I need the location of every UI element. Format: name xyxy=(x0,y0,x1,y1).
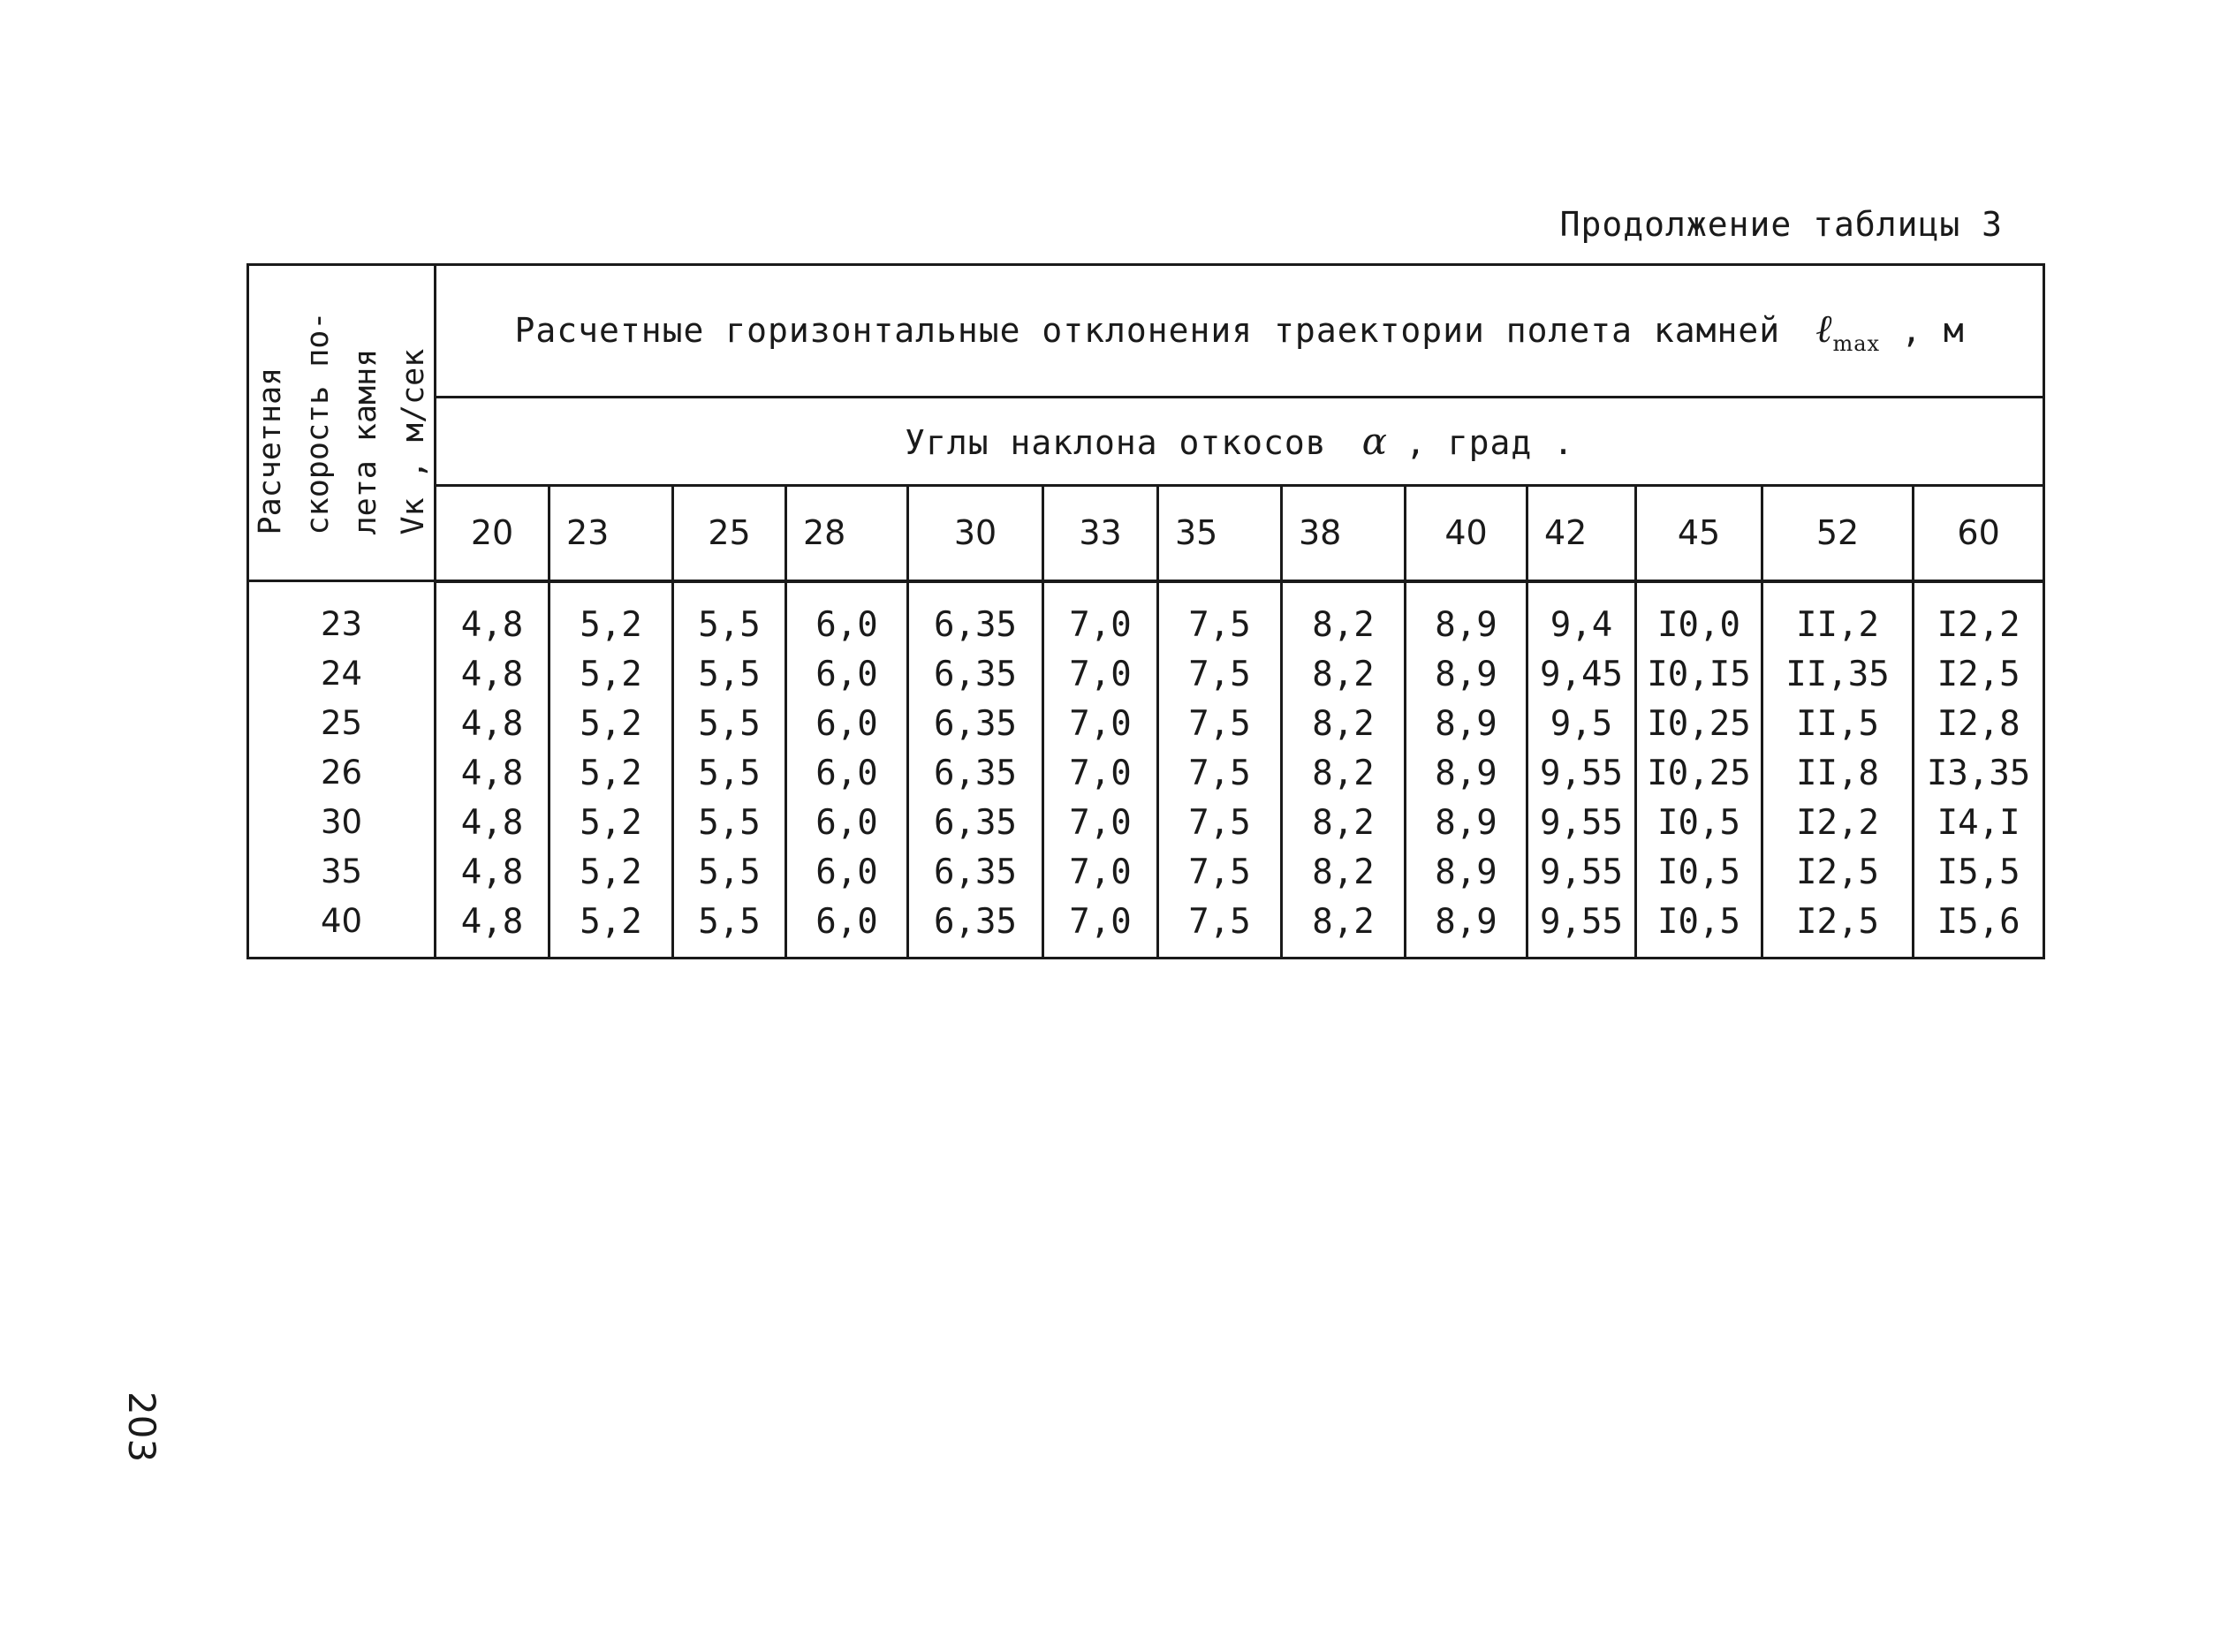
deviation-value: 9,55 xyxy=(1540,802,1623,843)
deviation-value: I5,6 xyxy=(1937,901,2020,942)
deviation-value: 5,2 xyxy=(580,802,642,843)
deviation-value: I0,I5 xyxy=(1647,654,1751,694)
deviation-value: 5,2 xyxy=(580,852,642,892)
deviation-value: 5,5 xyxy=(698,753,761,793)
angle-header-cell: 28 xyxy=(786,486,908,581)
table-caption: Продолжение таблицы 3 xyxy=(1559,205,2003,244)
deviation-value: 4,8 xyxy=(460,802,524,843)
deviation-value: I2,5 xyxy=(1937,654,2020,694)
deviation-value: 8,2 xyxy=(1312,852,1375,892)
deviation-value: 5,2 xyxy=(580,604,642,645)
deviation-value: I2,5 xyxy=(1796,852,1879,892)
deviation-value: 7,0 xyxy=(1069,753,1132,793)
deviation-value: 8,2 xyxy=(1312,654,1375,694)
deviation-value: II,8 xyxy=(1796,753,1879,793)
deviation-value: 6,0 xyxy=(815,802,878,843)
deviation-column xyxy=(1406,581,1527,959)
deviation-value: I2,5 xyxy=(1796,901,1879,942)
sub-header xyxy=(436,398,2044,486)
deviation-column xyxy=(786,581,908,959)
deviation-column xyxy=(1914,581,2044,959)
deviation-value: 5,5 xyxy=(698,703,761,744)
deviation-value: 7,0 xyxy=(1069,852,1132,892)
deviation-value: 9,55 xyxy=(1540,852,1623,892)
deviation-column xyxy=(550,581,673,959)
deviation-value: I2,8 xyxy=(1937,703,2020,744)
deviation-value: I2,2 xyxy=(1937,604,2020,645)
sub-header-text: Углы наклона откосов xyxy=(905,423,1327,462)
corner-header-line: лета камня xyxy=(347,348,383,534)
main-header-text: Расчетные горизонтальные отклонения траектории полета камней xyxy=(514,310,1781,350)
deviation-value: 7,5 xyxy=(1188,604,1251,645)
deviation-value: 5,5 xyxy=(698,852,761,892)
corner-header-line: скорость по- xyxy=(299,311,336,534)
deviation-value: 4,8 xyxy=(460,852,524,892)
sub-header-unit: , град . xyxy=(1406,423,1575,462)
main-header-unit: , м xyxy=(1901,310,1965,350)
deviation-value: 6,35 xyxy=(934,901,1017,942)
deviation-value: 8,2 xyxy=(1312,753,1375,793)
table-body-row xyxy=(248,581,2044,959)
deviation-value: 4,8 xyxy=(460,901,524,942)
angle-header-cell: 33 xyxy=(1043,486,1158,581)
deviation-value: 7,5 xyxy=(1188,901,1251,942)
deviation-value: 7,0 xyxy=(1069,802,1132,843)
deviation-value: 7,5 xyxy=(1188,852,1251,892)
deviation-value: 8,2 xyxy=(1312,901,1375,942)
deviation-column xyxy=(1527,581,1636,959)
deviation-value: 5,2 xyxy=(580,703,642,744)
deviation-value: 8,9 xyxy=(1435,901,1497,942)
deviation-value: I4,I xyxy=(1937,802,2020,843)
deviation-value: 7,5 xyxy=(1188,703,1251,744)
deviation-value: 6,0 xyxy=(815,901,878,942)
angle-header-cell: 60 xyxy=(1914,486,2044,581)
angle-header-cell: 30 xyxy=(908,486,1043,581)
deviation-value: 9,55 xyxy=(1540,901,1623,942)
corner-header-line: Vк , м/сек xyxy=(395,348,431,534)
deviation-value: I3,35 xyxy=(1926,753,2031,793)
deviation-value: 5,2 xyxy=(580,753,642,793)
deviation-value: 6,0 xyxy=(815,852,878,892)
deviation-value: 5,5 xyxy=(698,604,761,645)
angle-header-cell: 45 xyxy=(1636,486,1762,581)
deviation-table xyxy=(246,263,2045,959)
angle-header-cell: 23 xyxy=(550,486,673,581)
speed-value: 25 xyxy=(320,704,363,742)
deviation-value: I2,2 xyxy=(1796,802,1879,843)
deviation-value: II,35 xyxy=(1785,654,1890,694)
deviation-value: 7,0 xyxy=(1069,654,1132,694)
deviation-column xyxy=(1043,581,1158,959)
deviation-value: 6,35 xyxy=(934,852,1017,892)
deviation-value: 8,9 xyxy=(1435,852,1497,892)
deviation-value: 5,5 xyxy=(698,654,761,694)
deviation-value: 7,0 xyxy=(1069,604,1132,645)
deviation-column xyxy=(1762,581,1914,959)
deviation-value: 8,2 xyxy=(1312,802,1375,843)
deviation-value: 8,9 xyxy=(1435,802,1497,843)
deviation-value: 4,8 xyxy=(460,654,524,694)
deviation-value: 8,9 xyxy=(1435,604,1497,645)
alpha-symbol: α xyxy=(1361,420,1389,463)
deviation-value: 4,8 xyxy=(460,604,524,645)
deviation-value: 5,2 xyxy=(580,901,642,942)
deviation-value: 8,9 xyxy=(1435,753,1497,793)
deviation-value: 6,0 xyxy=(815,654,878,694)
speed-value: 26 xyxy=(320,754,363,792)
deviation-value: 7,5 xyxy=(1188,654,1251,694)
lmax-symbol: ℓ$_{max}$ xyxy=(1815,306,1881,356)
deviation-column xyxy=(673,581,786,959)
deviation-value: 6,35 xyxy=(934,654,1017,694)
angle-header-cell: 42 xyxy=(1527,486,1636,581)
deviation-column xyxy=(908,581,1043,959)
speed-column xyxy=(248,581,436,959)
deviation-value: 8,9 xyxy=(1435,703,1497,744)
deviation-value: 6,0 xyxy=(815,753,878,793)
deviation-value: 6,35 xyxy=(934,753,1017,793)
speed-value: 24 xyxy=(320,655,363,693)
deviation-value: II,2 xyxy=(1796,604,1879,645)
deviation-value: 6,0 xyxy=(815,703,878,744)
deviation-value: I5,5 xyxy=(1937,852,2020,892)
deviation-value: 6,35 xyxy=(934,703,1017,744)
deviation-value: 8,2 xyxy=(1312,703,1375,744)
deviation-value: I0,5 xyxy=(1657,901,1740,942)
deviation-value: 6,35 xyxy=(934,802,1017,843)
deviation-value: 9,45 xyxy=(1540,654,1623,694)
corner-header-line: Расчетная xyxy=(252,367,288,534)
deviation-value: 4,8 xyxy=(460,703,524,744)
deviation-value: II,5 xyxy=(1796,703,1879,744)
deviation-value: 8,9 xyxy=(1435,654,1497,694)
deviation-value: 6,0 xyxy=(815,604,878,645)
speed-value: 30 xyxy=(320,803,363,841)
deviation-column xyxy=(436,581,550,959)
page-number: 203 xyxy=(120,1391,163,1463)
angle-header-cell: 38 xyxy=(1282,486,1406,581)
angle-header-cell: 20 xyxy=(436,486,550,581)
deviation-value: 5,2 xyxy=(580,654,642,694)
deviation-value: 5,5 xyxy=(698,901,761,942)
deviation-value: 9,5 xyxy=(1550,703,1613,744)
deviation-column xyxy=(1636,581,1762,959)
deviation-value: I0,25 xyxy=(1647,753,1751,793)
deviation-column xyxy=(1158,581,1282,959)
deviation-value: I0,25 xyxy=(1647,703,1751,744)
speed-value: 35 xyxy=(320,853,363,890)
deviation-value: 4,8 xyxy=(460,753,524,793)
speed-column-header xyxy=(248,265,436,581)
angle-header-cell: 52 xyxy=(1762,486,1914,581)
speed-value: 23 xyxy=(320,605,363,643)
deviation-value: I0,5 xyxy=(1657,852,1740,892)
angle-header-cell: 40 xyxy=(1406,486,1527,581)
deviation-value: 7,0 xyxy=(1069,901,1132,942)
deviation-value: 7,0 xyxy=(1069,703,1132,744)
deviation-value: 9,4 xyxy=(1550,604,1613,645)
deviation-value: 7,5 xyxy=(1188,802,1251,843)
speed-value: 40 xyxy=(320,902,363,940)
deviation-column xyxy=(1282,581,1406,959)
deviation-value: 7,5 xyxy=(1188,753,1251,793)
deviation-value: I0,0 xyxy=(1657,604,1740,645)
deviation-value: 6,35 xyxy=(934,604,1017,645)
deviation-value: 9,55 xyxy=(1540,753,1623,793)
angle-header-cell: 35 xyxy=(1158,486,1282,581)
deviation-value: I0,5 xyxy=(1657,802,1740,843)
deviation-value: 8,2 xyxy=(1312,604,1375,645)
angle-header-cell: 25 xyxy=(673,486,786,581)
deviation-value: 5,5 xyxy=(698,802,761,843)
main-header xyxy=(436,265,2044,398)
